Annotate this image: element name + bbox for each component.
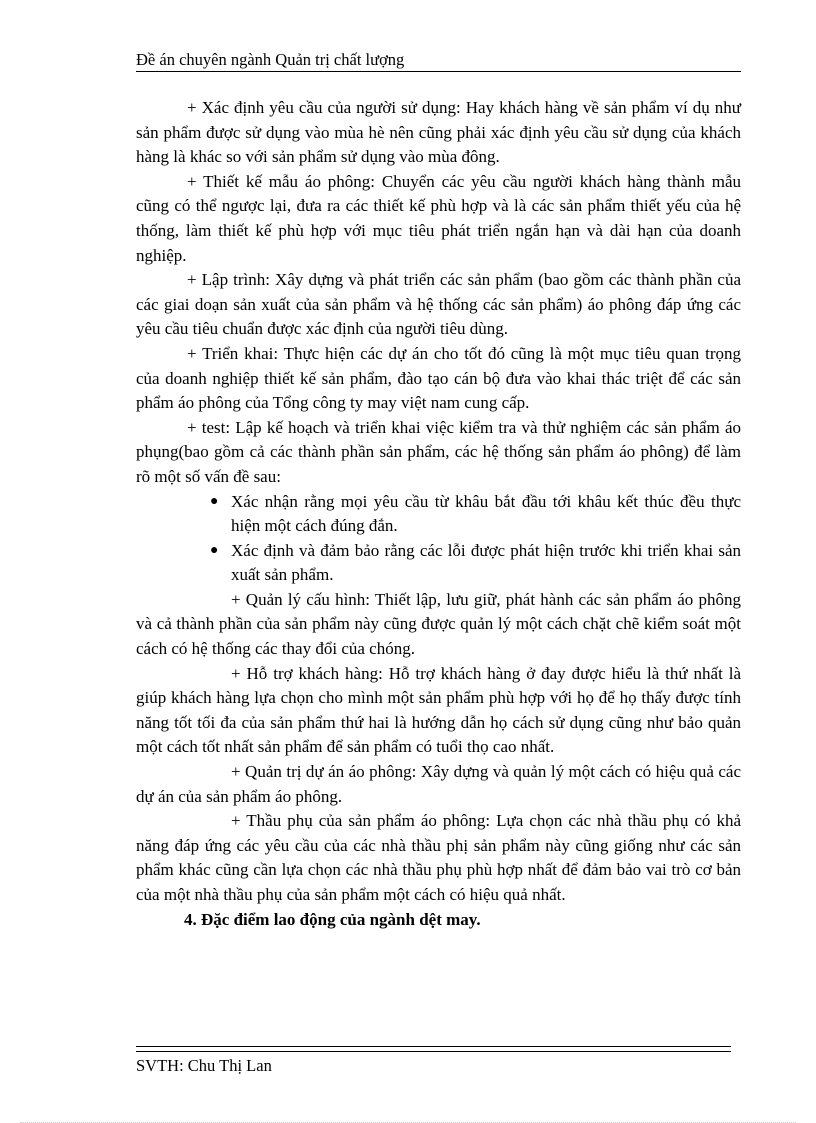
section-heading: 4. Đặc điểm lao động của ngành dệt may.	[184, 909, 481, 929]
paragraph-user-requirements: + Xác định yêu cầu của người sử dụng: Hay khách hàng về sản phẩm ví dụ như sản phẩm được sử dụng vào mùa hè nên cũng phải xác định yêu cầu sử dụng của khách hàng là khác so với sản phẩm sử dụng vào mùa đông.	[136, 98, 741, 167]
paragraph-test: + test: Lập kế hoạch và triển khai việc kiểm tra và thử nghiệm các sản phẩm áo phụng(bao gồm cả các thành phần sản phẩm, các hệ thống sản phẩm áo phông) để làm rõ một số vấn đề sau:	[136, 417, 741, 486]
bullet-icon: ●	[210, 493, 219, 509]
paragraph-configuration: + Quản lý cấu hình: Thiết lập, lưu giữ, phát hành các sản phẩm áo phông và cả thành phần của sản phẩm này cũng được quản lý một cách chặt chẽ kiểm soát một cách có hệ thống các thay đổi của chóng.	[136, 589, 741, 659]
footer-divider	[136, 1046, 731, 1052]
paragraph-programming: + Lập trình: Xây dựng và phát triển các sản phẩm (bao gồm các thành phần của các giai doạn sản xuất của sản phẩm và hệ thống các sản phẩm) áo phông đáp ứng các yêu cầu tiêu chuẩn được xác định của người tiêu dùng.	[136, 270, 741, 339]
paragraph-deployment: + Triển khai: Thực hiện các dự án cho tốt đó cũng là một mục tiêu quan trọng của doanh nghiệp thiết kế sản phẩm, đào tạo cán bộ đưa vào khai thác triệt để các sản phẩm áo phông của Tổng công ty may việt nam cung cấp.	[136, 343, 741, 413]
page-footer	[136, 1056, 272, 1076]
bullet-icon: ●	[210, 542, 219, 558]
paragraph-project-management: + Quản trị dự án áo phông: Xây dựng và quản lý một cách có hiệu quả các dự án của sản phẩm áo phông.	[136, 762, 741, 806]
bullet-list	[136, 490, 741, 588]
list-item	[136, 539, 741, 588]
paragraph-design: + Thiết kế mẫu áo phông: Chuyển các yêu cầu người khách hàng thành mẫu cũng có thể ngược lại, đưa ra các thiết kế phù hợp và là các sản phẩm thiết yếu của hệ thống, làm thiết kế phù hợp với mục tiêu phát triển ngắn hạn và dài hạn của doanh nghiệp.	[136, 171, 741, 265]
list-item	[136, 490, 741, 539]
document-body	[136, 96, 741, 932]
paragraph-customer-support: + Hỗ trợ khách hàng: Hỗ trợ khách hàng ở đay được hiểu là thứ nhất là giúp khách hàng lựa chọn cho mình một sản phẩm phù hợp với họ để họ thấy được tính năng tốt tối đa của sản phẩm thứ hai là hướng dẫn họ cách sử dụng cũng như bảo quản một cách tốt nhất sản phẩm để sản phẩm có tuổi thọ cao nhất.	[136, 663, 741, 757]
page-header	[136, 50, 741, 72]
header-title: Đề án chuyên ngành Quản trị chất lượng	[136, 50, 405, 69]
footer-author: SVTH: Chu Thị Lan	[136, 1056, 272, 1075]
bullet-text: Xác định và đảm bảo rằng các lỗi được phát hiện trước khi triển khai sản xuất sản phẩm.	[231, 540, 741, 585]
paragraph-subcontractor: + Thầu phụ của sản phẩm áo phông: Lựa chọn các nhà thầu phụ có khả năng đáp ứng các yêu cầu của các nhà thầu phị sản phẩm này cũng giống như các sản phẩm khác cũng cần lựa chọn các nhà thầu phụ phù hợp nhất để đảm bảo vai trò cơ bản của một nhà thầu phụ của sản phẩm một cách có hiệu quả nhất.	[136, 811, 741, 904]
bullet-text: Xác nhận rằng mọi yêu cầu từ khâu bắt đầu tới khâu kết thúc đều thực hiện một cách đúng đắn.	[231, 491, 741, 536]
